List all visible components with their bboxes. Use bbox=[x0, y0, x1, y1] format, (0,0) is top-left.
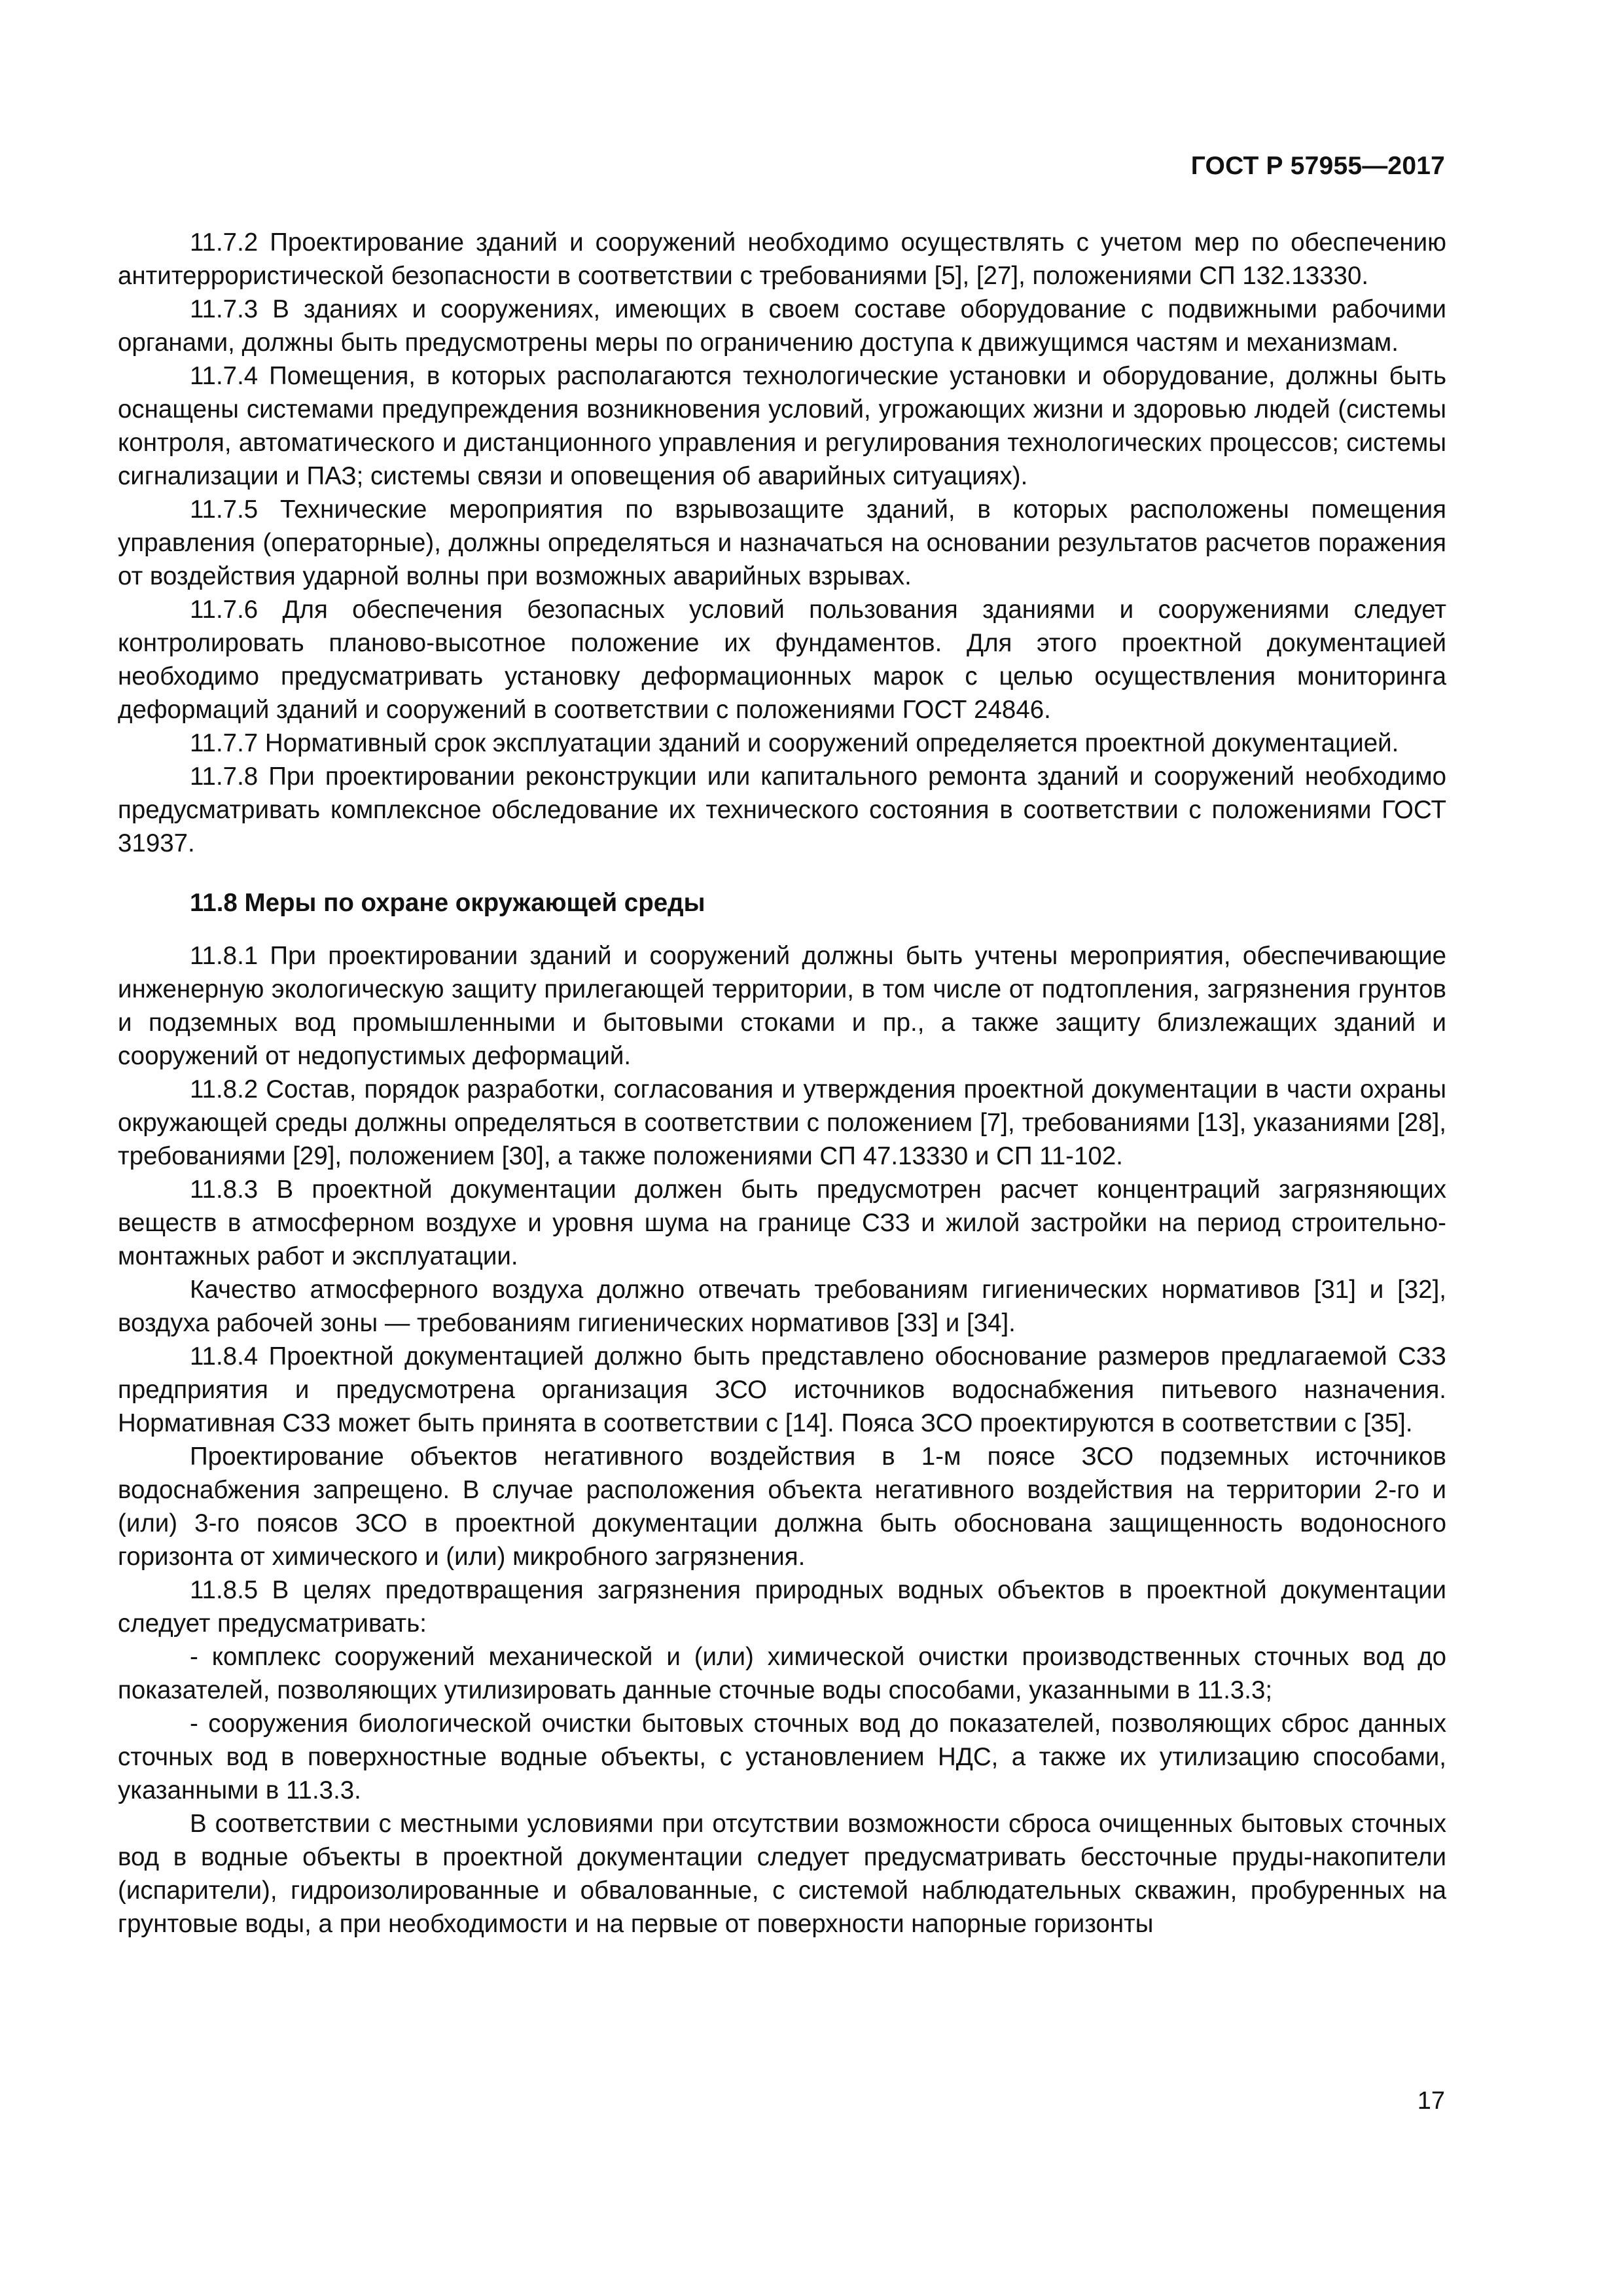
list-item-mechanical-treatment: - комплекс сооружений механической и (или) химической очистки производственных сточных вод до показателей, позволяющих утилизировать данные сточные воды способами, указанными в 11.3.3; bbox=[118, 1643, 1446, 1704]
paragraph-11-8-1: 11.8.1 При проектировании зданий и сооружений должны быть учтены мероприятия, обеспечивающие инженерную экологическую защиту прилегающей территории, в том числе от подтопления, загрязнения грунтов и подземных вод промышленными и бытовыми стоками и пр., а также защиту близлежащих зданий и сооружений от недопустимых деформаций. bbox=[118, 942, 1446, 1070]
paragraph-11-8-4: 11.8.4 Проектной документацией должно быть представлено обоснование размеров предлагаемой СЗЗ предприятия и предусмотрена организация ЗСО источников водоснабжения питьевого назначения. Нормативная СЗЗ может быть принята в соответствии с [14]. Пояса ЗСО проектируются в соответствии с [35]. bbox=[118, 1342, 1446, 1437]
page-number: 17 bbox=[1417, 2087, 1445, 2115]
paragraph-zso-design: Проектирование объектов негативного воздействия в 1-м поясе ЗСО подземных источников водоснабжения запрещено. В случае расположения объекта негативного воздействия на территории 2-го и (или) 3-го поясов ЗСО в проектной документации должна быть обоснована защищенность водоносного горизонта от химического и (или) микробного загрязнения. bbox=[118, 1443, 1446, 1571]
document-code-header: ГОСТ Р 57955—2017 bbox=[1190, 152, 1445, 180]
document-body bbox=[118, 226, 1446, 1941]
paragraph-11-7-2: 11.7.2 Проектирование зданий и сооружений необходимо осуществлять с учетом мер по обеспечению антитеррористической безопасности в соответствии с требованиями [5], [27], положениями СП 132.13330. bbox=[118, 228, 1446, 290]
section-heading-11-8: 11.8 Меры по охране окружающей среды bbox=[190, 889, 705, 917]
paragraph-11-7-4: 11.7.4 Помещения, в которых располагаются технологические установки и оборудование, должны быть оснащены системами предупреждения возникновения условий, угрожающих жизни и здоровью людей (системы контроля, автоматического и дистанционного управления и регулирования технологических процессов; системы сигнализации и ПАЗ; системы связи и оповещения об аварийных ситуациях). bbox=[118, 362, 1446, 490]
paragraph-11-7-8: 11.7.8 При проектировании реконструкции или капитального ремонта зданий и сооружений необходимо предусматривать комплексное обследование их технического состояния в соответствии с положениями ГОСТ 31937. bbox=[118, 762, 1446, 857]
paragraph-storage-ponds: В соответствии с местными условиями при отсутствии возможности сброса очищенных бытовых сточных вод в водные объекты в проектной документации следует предусматривать бессточные пруды-накопители (испарители), гидроизолированные и обвалованные, с системой наблюдательных скважин, пробуренных на грунтовые воды, а при необходимости и на первые от поверхности напорные горизонты bbox=[118, 1810, 1446, 1938]
paragraph-11-7-3: 11.7.3 В зданиях и сооружениях, имеющих в своем составе оборудование с подвижными рабочими органами, должны быть предусмотрены меры по ограничению доступа к движущимся частям и механизмам. bbox=[118, 295, 1446, 357]
paragraph-11-8-2: 11.8.2 Состав, порядок разработки, согласования и утверждения проектной документации в части охраны окружающей среды должны определяться в соответствии с положением [7], требованиями [13], указаниями [28], требованиями [29], положением [30], а также положениями СП 47.13330 и СП 11-102. bbox=[118, 1075, 1446, 1170]
paragraph-air-quality: Качество атмосферного воздуха должно отвечать требованиям гигиенических нормативов [31] и [32], воздуха рабочей зоны — требованиям гигиенических нормативов [33] и [34]. bbox=[118, 1276, 1446, 1337]
paragraph-11-7-5: 11.7.5 Технические мероприятия по взрывозащите зданий, в которых расположены помещения управления (операторные), должны определяться и назначаться на основании результатов расчетов поражения от воздействия ударной волны при возможных аварийных взрывах. bbox=[118, 495, 1446, 590]
list-item-biological-treatment: - сооружения биологической очистки бытовых сточных вод до показателей, позволяющих сброс данных сточных вод в поверхностные водные объекты, с установлением НДС, а также их утилизацию способами, указанными в 11.3.3. bbox=[118, 1710, 1446, 1804]
paragraph-11-8-5: 11.8.5 В целях предотвращения загрязнения природных водных объектов в проектной документации следует предусматривать: bbox=[118, 1576, 1446, 1638]
paragraph-11-7-6: 11.7.6 Для обеспечения безопасных условий пользования зданиями и сооружениями следует контролировать планово-высотное положение их фундаментов. Для этого проектной документацией необходимо предусматривать установку деформационных марок с целью осуществления мониторинга деформаций зданий и сооружений в соответствии с положениями ГОСТ 24846. bbox=[118, 596, 1446, 724]
paragraph-11-7-7: 11.7.7 Нормативный срок эксплуатации зданий и сооружений определяется проектной документацией. bbox=[190, 729, 1399, 757]
paragraph-11-8-3: 11.8.3 В проектной документации должен быть предусмотрен расчет концентраций загрязняющих веществ в атмосферном воздухе и уровня шума на границе СЗЗ и жилой застройки на период строительно-монтажных работ и эксплуатации. bbox=[118, 1175, 1446, 1270]
